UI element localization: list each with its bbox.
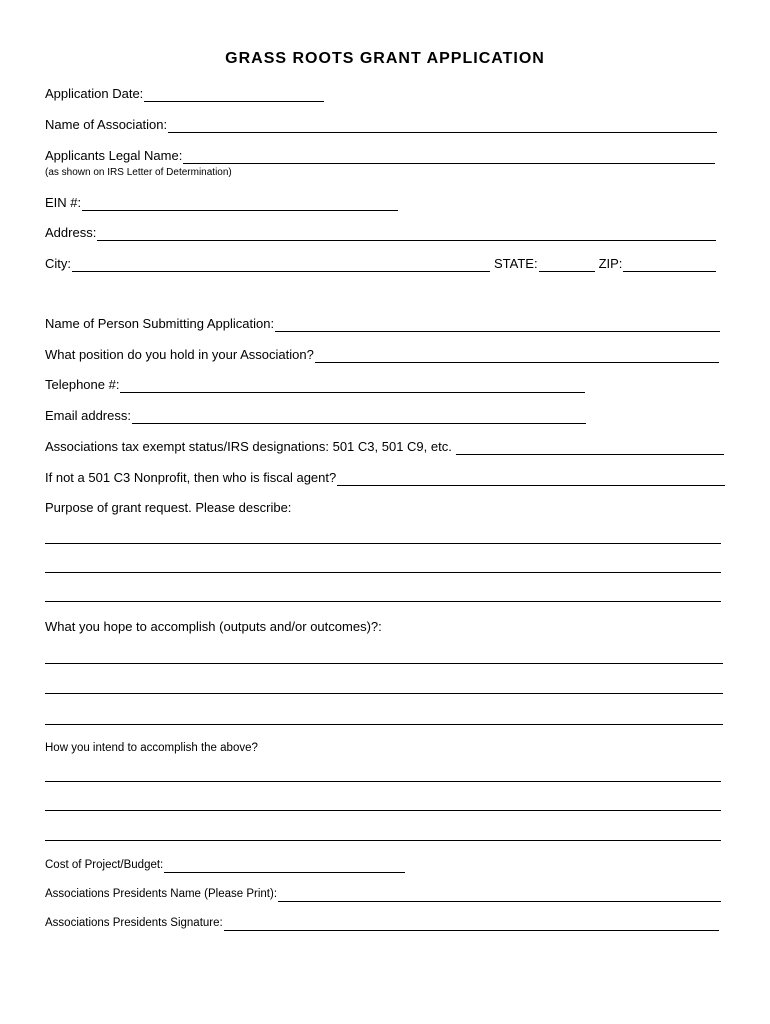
ein-field[interactable] [82, 196, 398, 211]
person-submitting-row [45, 316, 720, 332]
application-date-field[interactable] [144, 87, 324, 102]
accomplish-line-1[interactable] [45, 663, 723, 664]
tax-status-field[interactable] [456, 440, 724, 455]
ein-label: EIN #: [45, 195, 82, 210]
form-title: GRASS ROOTS GRANT APPLICATION [225, 50, 545, 67]
position-label: What position do you hold in your Association? [45, 347, 314, 362]
telephone-field[interactable] [120, 378, 585, 393]
president-name-field[interactable] [278, 887, 721, 902]
cost-label: Cost of Project/Budget: [45, 859, 164, 871]
email-field[interactable] [132, 409, 586, 424]
how-accomplish-label: How you intend to accomplish the above? [45, 742, 258, 754]
city-row [45, 256, 716, 272]
fiscal-agent-field[interactable] [337, 471, 725, 486]
purpose-line-3[interactable] [45, 601, 721, 602]
application-date-label: Application Date: [45, 86, 144, 101]
application-date-row [45, 86, 345, 102]
person-submitting-label: Name of Person Submitting Application: [45, 316, 275, 331]
legal-name-label: Applicants Legal Name: [45, 148, 183, 163]
zip-label: ZIP: [598, 256, 623, 271]
state-field[interactable] [539, 257, 595, 272]
accomplish-line-2[interactable] [45, 693, 723, 694]
ein-row [45, 195, 405, 211]
how-line-1[interactable] [45, 781, 721, 782]
president-signature-label: Associations Presidents Signature: [45, 917, 223, 929]
accomplish-line-3[interactable] [45, 724, 723, 725]
cost-field[interactable] [164, 858, 405, 873]
telephone-row [45, 377, 585, 393]
city-label: City: [45, 256, 71, 271]
address-field[interactable] [97, 226, 716, 241]
tax-status-row [45, 439, 724, 455]
telephone-label: Telephone #: [45, 377, 120, 392]
address-label: Address: [45, 225, 97, 240]
fiscal-agent-row [45, 470, 725, 486]
state-label: STATE: [494, 256, 538, 271]
president-signature-row [45, 915, 719, 931]
zip-field[interactable] [623, 257, 716, 272]
accomplish-label: What you hope to accomplish (outputs and/or outcomes)?: [45, 619, 382, 634]
tax-status-label: Associations tax exempt status/IRS designations: 501 C3, 501 C9, etc. [45, 439, 452, 454]
legal-name-field[interactable] [183, 149, 715, 164]
purpose-label: Purpose of grant request. Please describe: [45, 500, 292, 515]
accomplish-row [45, 619, 382, 635]
association-name-row [45, 117, 717, 133]
association-name-field[interactable] [168, 118, 717, 133]
email-label: Email address: [45, 408, 131, 423]
irs-note: (as shown on IRS Letter of Determination) [45, 167, 232, 178]
cost-row [45, 857, 405, 873]
address-row [45, 225, 716, 241]
person-submitting-field[interactable] [275, 317, 720, 332]
city-field[interactable] [72, 257, 490, 272]
how-accomplish-row [45, 740, 258, 756]
position-field[interactable] [315, 348, 719, 363]
president-signature-field[interactable] [224, 916, 719, 931]
email-row [45, 408, 586, 424]
purpose-line-2[interactable] [45, 572, 721, 573]
purpose-row [45, 500, 291, 516]
legal-name-row [45, 148, 715, 164]
how-line-3[interactable] [45, 840, 721, 841]
fiscal-agent-label: If not a 501 C3 Nonprofit, then who is fiscal agent? [45, 470, 337, 485]
association-name-label: Name of Association: [45, 117, 168, 132]
position-row [45, 347, 719, 363]
president-name-row [45, 886, 721, 902]
how-line-2[interactable] [45, 810, 721, 811]
president-name-label: Associations Presidents Name (Please Print): [45, 888, 278, 900]
purpose-line-1[interactable] [45, 543, 721, 544]
